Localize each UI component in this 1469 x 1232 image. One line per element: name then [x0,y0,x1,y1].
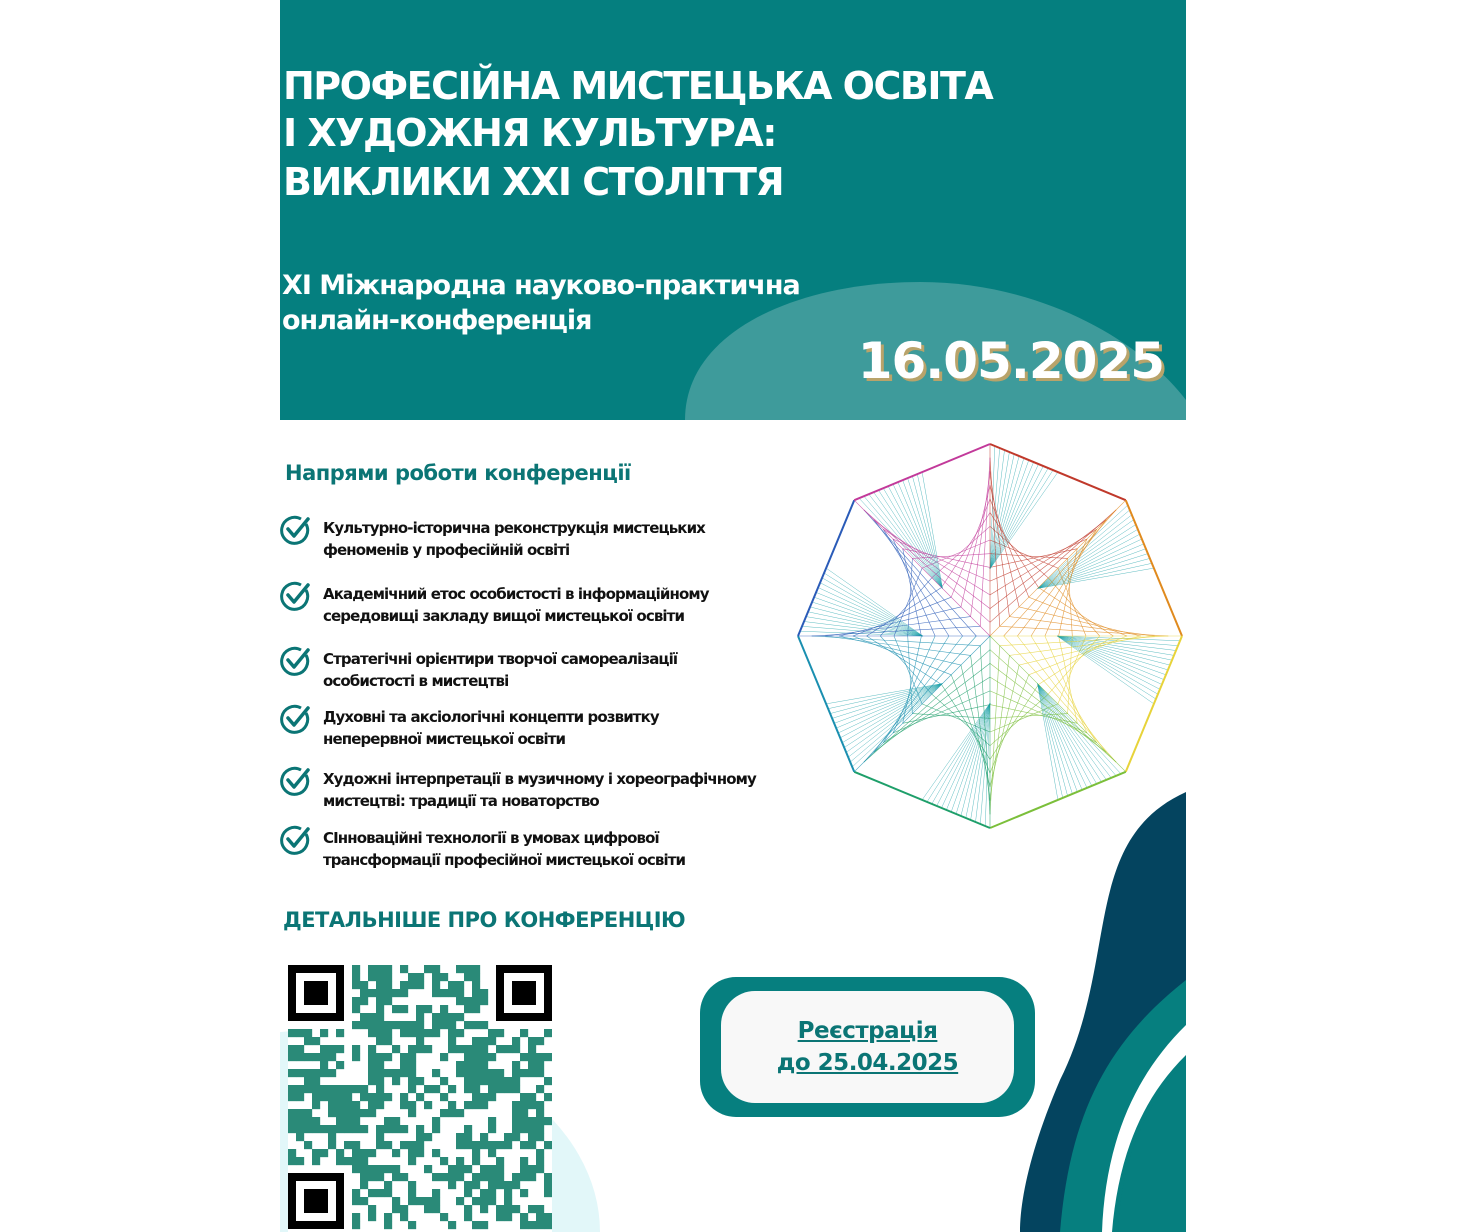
direction-item [280,706,659,750]
direction-item [280,583,709,627]
direction-line: трансформації професійної мистецької освіти [323,851,686,869]
direction-line: середовищі закладу вищої мистецької освіти [323,607,685,625]
check-circle-icon [280,581,310,611]
direction-text [323,706,659,750]
subtitle-line-1: XI Міжнародна науково-практична [282,270,800,301]
conference-poster [280,0,1186,1232]
registration-frame [700,977,1035,1117]
direction-text [323,517,705,561]
registration-deadline: до 25.04.2025 [776,1050,959,1076]
direction-text [323,827,685,871]
direction-line: феноменів у професійній освіті [323,541,570,559]
registration-label: Реєстрація [797,1018,938,1044]
direction-line: Стратегічні орієнтири творчої самореалізації [323,650,678,668]
check-circle-icon [280,766,310,796]
subtitle-line-2: онлайн-конференція [282,305,592,336]
direction-item [280,768,756,812]
check-circle-icon [280,704,310,734]
direction-line: особистості в мистецтві [323,672,509,690]
check-circle-icon [280,825,310,855]
direction-line: Духовні та аксіологічні концепти розвитку [323,708,659,726]
direction-line: неперервної мистецької освіти [323,730,566,748]
direction-item [280,827,685,871]
direction-text [323,648,677,692]
direction-line: мистецтві: традиції та новаторство [323,792,599,810]
direction-line: Культурно-історична реконструкція мистецьких [323,519,705,537]
direction-text [323,768,756,812]
check-circle-icon [280,646,310,676]
registration-link[interactable] [721,991,1014,1103]
string-art-mandala [790,436,1186,836]
title-line-1: ПРОФЕСІЙНА МИСТЕЦЬКА ОСВІТА [283,64,993,108]
direction-text [323,583,709,627]
title-line-3: ВИКЛИКИ XXI СТОЛІТТЯ [283,160,784,204]
direction-line: Академічний етос особистості в інформаційному [323,585,709,603]
direction-line: СІнноваційні технології в умовах цифрової [323,829,659,847]
check-circle-icon [280,515,310,545]
title-line-2: І ХУДОЖНЯ КУЛЬТУРА: [283,111,776,155]
more-info-heading: ДЕТАЛЬНІШЕ ПРО КОНФЕРЕНЦІЮ [283,908,686,932]
direction-line: Художні інтерпретації в музичному і хореографічному [323,770,756,788]
direction-item [280,517,705,561]
conference-date: 16.05.2025 [857,332,1164,390]
direction-item [280,648,677,692]
directions-heading: Напрями роботи конференції [285,461,631,485]
decorative-waves [1020,780,1186,1232]
qr-code-icon[interactable] [288,962,552,1232]
header-banner [280,0,1186,420]
